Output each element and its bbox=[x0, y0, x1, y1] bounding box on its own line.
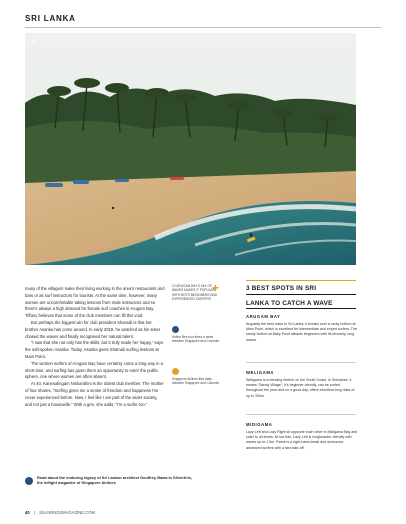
site-name: SILKWINDSMAGAZINE.COM bbox=[39, 510, 95, 515]
sidebar-heading-line: LANKA TO CATCH A WAVE bbox=[246, 300, 333, 307]
section-divider bbox=[25, 27, 381, 28]
photo-number: 12 bbox=[31, 39, 37, 44]
paragraph: The women surfers of Arugam Bay have certainly come a long way in a short time, and surfing has given them an opportunity to enter the public sphere, one where women are often absent. bbox=[25, 360, 163, 380]
spot-divider bbox=[246, 414, 356, 415]
article-body bbox=[25, 286, 165, 408]
spot-title: MIDIGAMA bbox=[246, 422, 273, 427]
spot-text: Lazy Left and Lazy Right sit opposite each other in Midigama Bay and cater to all levels. At low tide, Lazy Left is longboarder-friendly with waves up to 1.5m. Rams is a right-hand break and welcomes advanced surfers with a fast take-off. bbox=[246, 430, 358, 450]
sidebar-divider bbox=[246, 308, 356, 309]
paragraph: “I saw that she not only has the skills, but it truly made her happy,” says the soft-spoken Asanka. Today, Asanka gives Shamali surfing lessons at Main Point. bbox=[25, 340, 164, 359]
sidebar-divider bbox=[246, 294, 356, 295]
page-number: 40 bbox=[25, 510, 30, 515]
sidebar-heading-line: 3 BEST SPOTS IN SRI bbox=[246, 285, 317, 292]
flight-caption bbox=[172, 368, 220, 386]
caption-text: Singapore Airlines flies daily between Singapore and Colombo bbox=[172, 377, 220, 386]
spot-title: ARUGAM BAY bbox=[246, 314, 281, 319]
promo-text[interactable]: Read about the enduring legacy of Sri Lankan architect Geoffrey Bawa in SilverKris, the inflight magazine of Singapore Airlines bbox=[37, 475, 193, 486]
plane-icon bbox=[172, 326, 179, 333]
beach-photo bbox=[25, 33, 356, 265]
flight-caption bbox=[172, 326, 220, 344]
spot-text: Arguably the best wave in Sri Lanka, it breaks over a rocky bottom at Main Point, which is excellent for intermediate and expert surfers. The sandy bottom at Baby Point attracts beginners with its leisurely, long waves. bbox=[246, 322, 357, 342]
plane-icon bbox=[172, 368, 179, 375]
sidebar-heading bbox=[246, 284, 361, 308]
paragraph: At 40, Kanesalingam Nishanthini is the oldest club member. The mother of four shares, “Surfing gives me a sense of freedom and happiness I've never experienced before. Now, I feel like I am part of the wider society, and not just a housewife.” With a grin, she adds, “I'm a surfer too.” bbox=[25, 381, 164, 407]
paragraph: many of the villagers make their living working in the area's restaurants and bars or as surf instructors for tourists. At the same time, however, many women are uncomfortable taking lessons from male instructors and so there's always a high demand for female surf coaches in Arugam Bay. Tiffany believes that some of the club members can fill this void. bbox=[25, 286, 165, 319]
spot-text: Weligama is a bending stretch on the South Coast. In Sinhalese, it means “Sandy Village”. It's beginner-friendly, can be surfed throughout the year and on a good day, offers excellent long rides of up to 300m. bbox=[246, 378, 355, 398]
page-footer: 40 | SILKWINDSMAGAZINE.COM bbox=[25, 510, 95, 515]
caption-text: 12 ARUGAM BAY'S MIX OF WAVES MAKES IT POPULAR WITH BOTH BEGINNERS AND EXPERIENCED SURFERS bbox=[172, 284, 217, 302]
sidebar-divider bbox=[246, 280, 356, 281]
spot-title: WELIGAMA bbox=[246, 370, 275, 375]
caption-text: Airline flies four times a week between Singapore and Colombo bbox=[172, 335, 220, 344]
book-icon bbox=[25, 477, 33, 485]
paragraph: But perhaps the biggest win for club president Shamali is that her brother Asanka has come around. In early 2019, he watched as his sister chased the waves and finally recognised her natural talent. bbox=[25, 319, 161, 339]
section-title: SRI LANKA bbox=[25, 14, 76, 23]
spot-divider bbox=[246, 362, 356, 363]
beach-illustration bbox=[25, 33, 356, 265]
plus-icon: + bbox=[212, 281, 220, 295]
